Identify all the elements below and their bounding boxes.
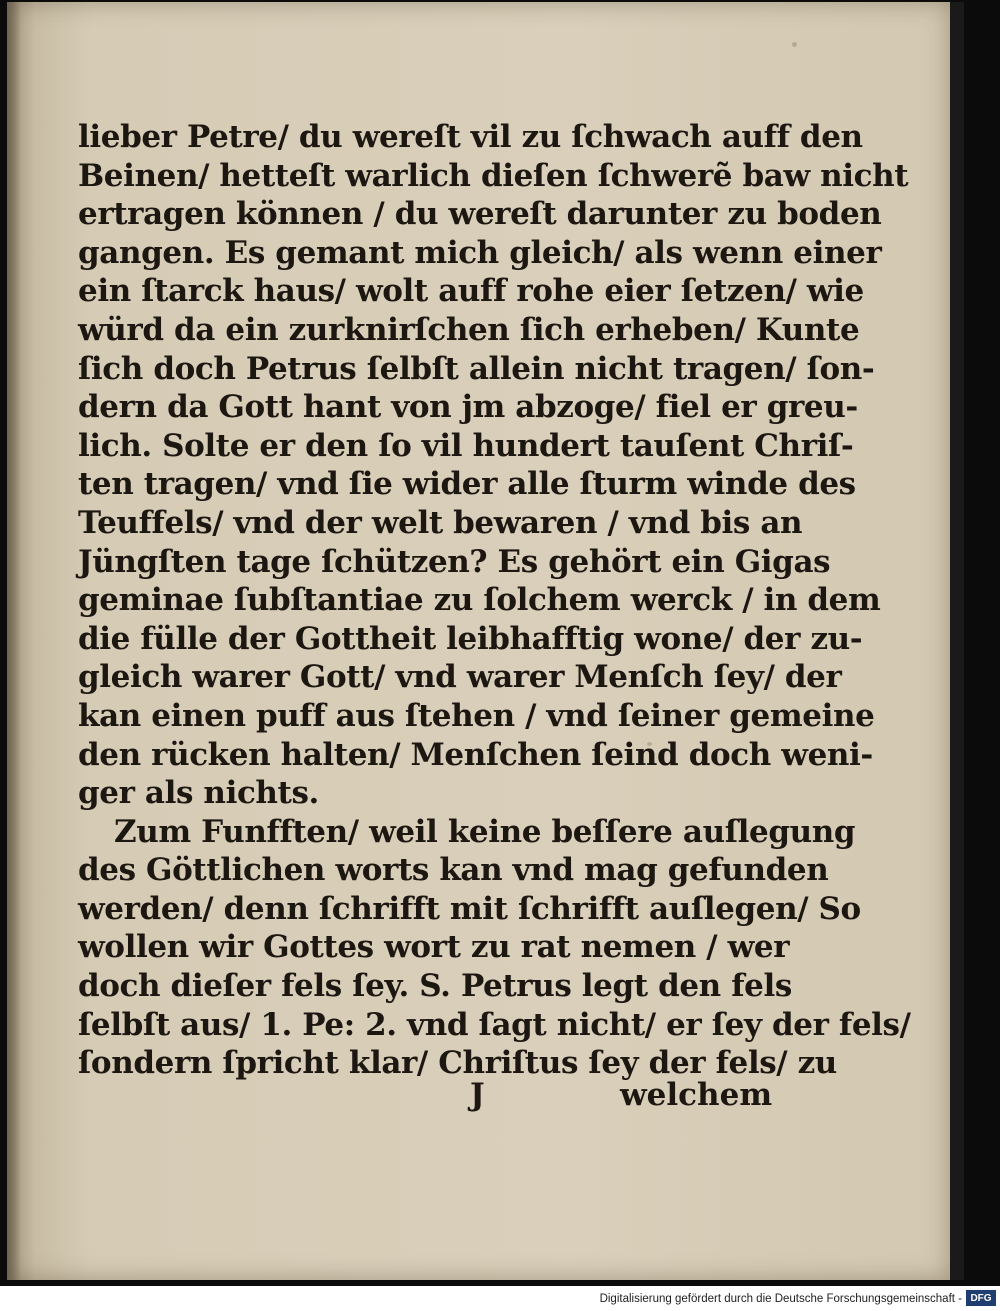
paper-spot <box>792 42 797 47</box>
signature-mark: J <box>470 1077 485 1113</box>
footer-bar <box>0 1288 1000 1311</box>
page-foot <box>78 1077 773 1117</box>
text-line: ſich doch Petrus ſelbſt allein nicht tragen/ ſon- <box>78 350 875 387</box>
text-line: ertragen können / du wereſt darunter zu boden <box>78 196 882 233</box>
dfg-logo: DFG <box>966 1290 996 1306</box>
text-line: ſondern ſpricht klar/ Chriſtus ſey der fels/ zu <box>78 1045 837 1082</box>
page-text <box>78 118 911 1083</box>
text-line: ger als nichts. <box>78 775 319 812</box>
text-line: kan einen puff aus ſtehen / vnd ſeiner gemeine <box>78 697 875 734</box>
funding-credit: Digitalisierung gefördert durch die Deutsche Forschungsgemeinschaft - <box>599 1293 962 1305</box>
text-line: wollen wir Gottes wort zu rat nemen / wer <box>78 929 790 966</box>
scan-edge <box>950 2 964 1280</box>
text-line: werden/ denn ſchrifft mit ſchrifft auſlegen/ So <box>78 890 861 927</box>
text-line: Beinen/ hetteſt warlich dieſen ſchwerẽ baw nicht <box>78 157 909 194</box>
text-line: dern da Gott hant von jm abzoge/ fiel er greu- <box>78 389 858 426</box>
text-line: ten tragen/ vnd ſie wider alle ſturm winde des <box>78 466 856 503</box>
text-line: würd da ein zurknirſchen ſich erheben/ Kunte <box>78 311 860 348</box>
text-line: Teuffels/ vnd der welt bewaren / vnd bis an <box>78 504 803 541</box>
text-line: des Göttlichen worts kan vnd mag gefunden <box>78 852 829 889</box>
text-line: den rücken halten/ Menſchen ſeind doch weni- <box>78 736 873 773</box>
catchword: welchem <box>620 1077 773 1113</box>
text-line: gleich warer Gott/ vnd warer Menſch ſey/ der <box>78 659 842 696</box>
page-gutter-shadow <box>7 2 21 1280</box>
text-line: Jüngſten tage ſchützen? Es gehört ein Gigas <box>78 543 831 580</box>
text-line: ein ſtarck haus/ wolt auff rohe eier ſetzen/ wie <box>78 273 864 310</box>
text-line: geminae ſubſtantiae zu ſolchem werck / in dem <box>78 582 881 619</box>
text-line: gangen. Es gemant mich gleich/ als wenn einer <box>78 234 882 271</box>
text-line: doch dieſer fels ſey. S. Petrus legt den fels <box>78 968 792 1005</box>
text-line: lich. Solte er den ſo vil hundert tauſent Chriſ- <box>78 427 854 464</box>
text-line: die fülle der Gottheit leibhafftig wone/ der zu- <box>78 620 863 657</box>
text-line: lieber Petre/ du wereſt vil zu ſchwach auff den <box>78 119 863 155</box>
paragraph-start-line: Zum Funfften/ weil keine beſſere auſlegung <box>114 813 856 850</box>
text-line: ſelbſt aus/ 1. Pe: 2. vnd ſagt nicht/ er ſey der fels/ <box>78 1006 911 1043</box>
